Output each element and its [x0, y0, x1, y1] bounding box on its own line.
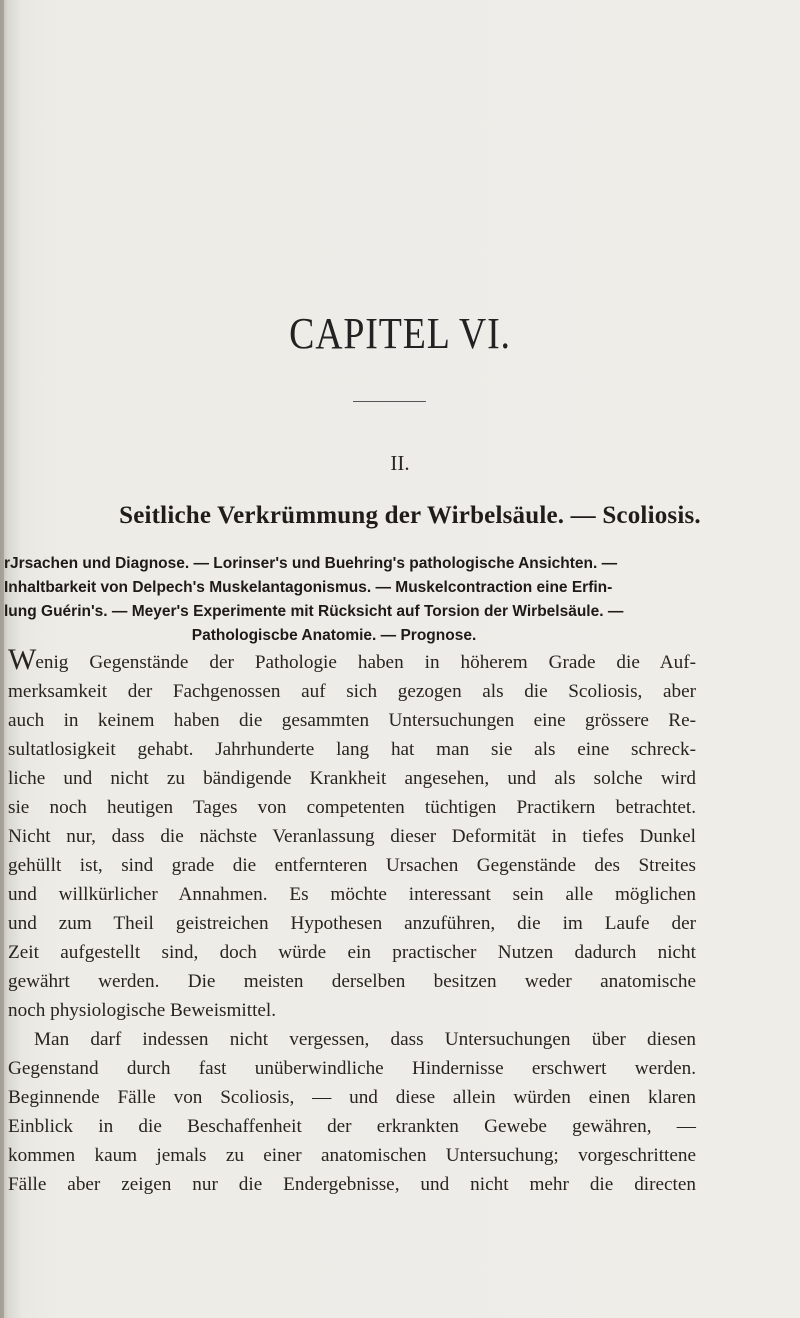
- summary-line: Inhaltbarkeit von Delpech's Muskelantagonismus. — Muskelcontraction eine Erfin-: [4, 579, 613, 596]
- text-line: gewährt werden. Die meisten derselben besitzen weder anatomische: [8, 971, 696, 992]
- section-number: II.: [390, 451, 410, 475]
- section-summary: [4, 552, 704, 648]
- body-text: [8, 643, 696, 1199]
- text-line: merksamkeit der Fachgenossen auf sich gezogen als die Scoliosis, aber: [8, 681, 696, 702]
- title-divider: [353, 401, 426, 402]
- text-line: [8, 643, 696, 677]
- text-line: Man darf indessen nicht vergessen, dass Untersuchungen über diesen: [34, 1029, 696, 1050]
- summary-line: lung Guérin's. — Meyer's Experimente mit Rücksicht auf Torsion der Wirbelsäule. —: [4, 603, 624, 620]
- text-line: und willkürlicher Annahmen. Es möchte interessant sein alle möglichen: [8, 884, 696, 905]
- text-line: gehüllt ist, sind grade die entfernteren Ursachen Gegenstände des Streites: [8, 855, 696, 876]
- text-line: Einblick in die Beschaffenheit der erkrankten Gewebe gewähren, —: [8, 1116, 696, 1137]
- drop-cap: W: [8, 643, 36, 676]
- paragraph-1: [8, 643, 696, 1025]
- chapter-title: CAPITEL VI.: [289, 309, 511, 358]
- page-edge-shadow: [0, 0, 4, 1318]
- text-line: liche und nicht zu bändigende Krankheit angesehen, und als solche wird: [8, 768, 696, 789]
- text-line: noch physiologische Beweismittel.: [8, 1000, 277, 1021]
- text-line: auch in keinem haben die gesammten Untersuchungen eine grössere Re-: [8, 710, 696, 731]
- paragraph-2: [8, 1025, 696, 1199]
- text-line-content: enig Gegenstände der Pathologie haben in höherem Grade die Auf-: [35, 652, 696, 673]
- text-line: sie noch heutigen Tages von competenten tüchtigen Practikern betrachtet.: [8, 797, 696, 818]
- text-line: kommen kaum jemals zu einer anatomischen Untersuchung; vorgeschrittene: [8, 1145, 696, 1166]
- text-line: Zeit aufgestellt sind, doch würde ein practischer Nutzen dadurch nicht: [8, 942, 696, 963]
- text-line: Nicht nur, dass die nächste Veranlassung dieser Deformität in tiefes Dunkel: [8, 826, 696, 847]
- section-title: Seitliche Verkrümmung der Wirbelsäule. — Scoliosis.: [119, 502, 701, 529]
- summary-line: Pathologiscbe Anatomie. — Prognose.: [191, 627, 477, 644]
- text-line: Gegenstand durch fast unüberwindliche Hindernisse erschwert werden.: [8, 1058, 696, 1079]
- text-line: und zum Theil geistreichen Hypothesen anzuführen, die im Laufe der: [8, 913, 696, 934]
- text-line: Beginnende Fälle von Scoliosis, — und diese allein würden einen klaren: [8, 1087, 696, 1108]
- text-line: sultatlosigkeit gehabt. Jahrhunderte lang hat man sie als eine schreck-: [8, 739, 696, 760]
- summary-line: rJrsachen und Diagnose. — Lorinser's und Buehring's pathologische Ansichten. —: [4, 555, 618, 572]
- text-line: Fälle aber zeigen nur die Endergebnisse, und nicht mehr die directen: [8, 1174, 696, 1195]
